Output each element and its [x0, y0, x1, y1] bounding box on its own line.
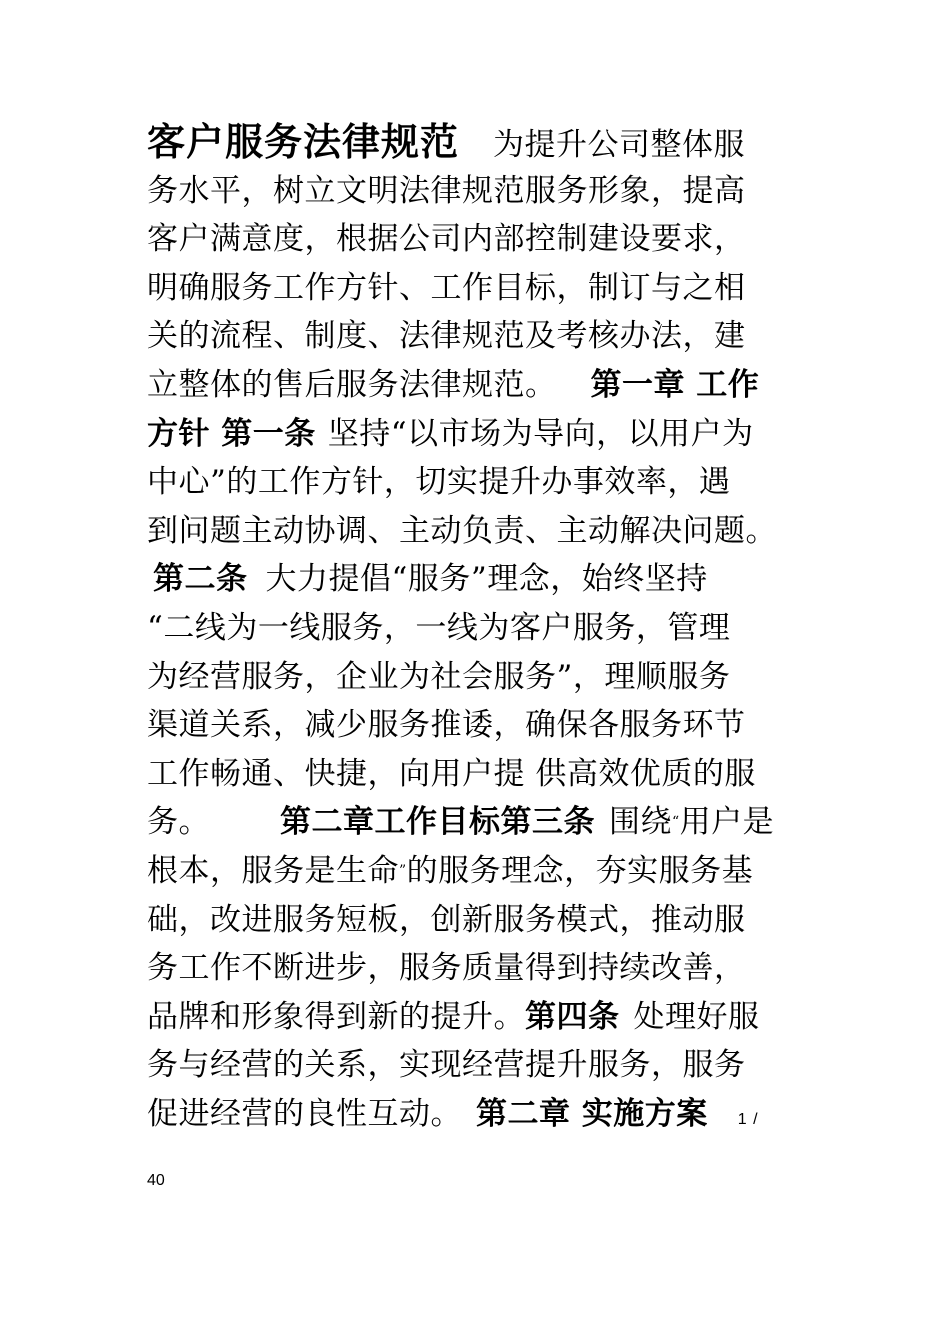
- text-run: 用户是: [679, 804, 775, 841]
- text-run: 中心”的工作方针，切实提升办事效率，遇: [147, 464, 731, 501]
- text-run: 品牌和形象得到新的提升。: [147, 998, 525, 1035]
- text-line: [147, 167, 837, 216]
- page-number-total: 40: [147, 1172, 165, 1189]
- text-run: 务工作不断进步，服务质量得到持续改善，: [147, 950, 746, 987]
- text-line: [147, 410, 837, 459]
- text-line: [147, 701, 837, 750]
- text-line: [147, 750, 837, 799]
- text-line: [147, 361, 837, 410]
- text-run: 渠道关系，减少服务推诿，确保各服务环节: [147, 707, 746, 744]
- chapter-heading: 第一章 工作: [590, 366, 760, 403]
- text-run: 的服务理念，夯实服务基: [406, 852, 754, 889]
- document-title: 客户服务法律规范: [147, 120, 460, 164]
- quote-mark: ”: [399, 862, 407, 879]
- text-line: [147, 312, 837, 361]
- page-number-current: 1 /: [737, 1110, 759, 1128]
- text-line: [147, 555, 837, 604]
- text-line: [147, 118, 837, 167]
- text-line: [147, 896, 837, 945]
- text-run: 为经营服务，企业为社会服务”，理顺服务: [147, 658, 731, 695]
- text-line: [147, 1090, 837, 1139]
- text-line: [147, 458, 837, 507]
- text-run: 促进经营的良性互动。: [147, 1095, 462, 1132]
- text-line: [147, 944, 837, 993]
- text-run: 围绕: [609, 804, 672, 841]
- text-line: [147, 798, 837, 847]
- text-line: [147, 507, 837, 556]
- quote-mark: “: [672, 814, 680, 831]
- text-run: 大力提倡“服务”理念，始终坚持: [265, 561, 708, 598]
- chapter-heading: 第二章 实施方案: [476, 1095, 708, 1132]
- text-run: “二线为一线服务，一线为客户服务，管理: [147, 609, 731, 646]
- text-line: [147, 993, 837, 1042]
- article-heading: 方针 第一条: [147, 415, 316, 452]
- chapter-heading: 第二章工作目标第三条: [280, 804, 595, 841]
- article-heading: 第四条: [525, 998, 620, 1035]
- text-line: [147, 264, 837, 313]
- text-line: [147, 215, 837, 264]
- text-run: 到问题主动协调、主动负责、主动解决问题。: [147, 512, 777, 549]
- text-run: 处理好服: [633, 998, 760, 1035]
- text-run: 工作畅通、快捷，向用户提 供高效优质的服: [147, 755, 756, 792]
- text-line: [147, 847, 837, 896]
- text-run: 为提升公司整体服: [493, 127, 746, 163]
- text-run: 根本，服务是生命: [147, 852, 399, 889]
- text-run: 关的流程、制度、法律规范及考核办法，建: [147, 318, 746, 355]
- text-line: [147, 653, 837, 702]
- text-run: 务与经营的关系，实现经营提升服务，服务: [147, 1047, 746, 1084]
- text-run: 立整体的售后服务法律规范。: [147, 366, 557, 403]
- text-line: [147, 1041, 837, 1090]
- document-body: [147, 118, 837, 1138]
- text-run: 客户满意度，根据公司内部控制建设要求，: [147, 221, 746, 258]
- text-run: 务。: [147, 804, 210, 841]
- text-run: 明确服务工作方针、工作目标，制订与之相: [147, 269, 746, 306]
- text-line: [147, 604, 837, 653]
- text-run: 坚持“以市场为导向，以用户为: [327, 415, 754, 452]
- text-run: 础，改进服务短板，创新服务模式，推动服: [147, 901, 746, 938]
- article-heading: 第二条: [153, 561, 248, 598]
- text-run: 务水平，树立文明法律规范服务形象，提高: [147, 172, 746, 209]
